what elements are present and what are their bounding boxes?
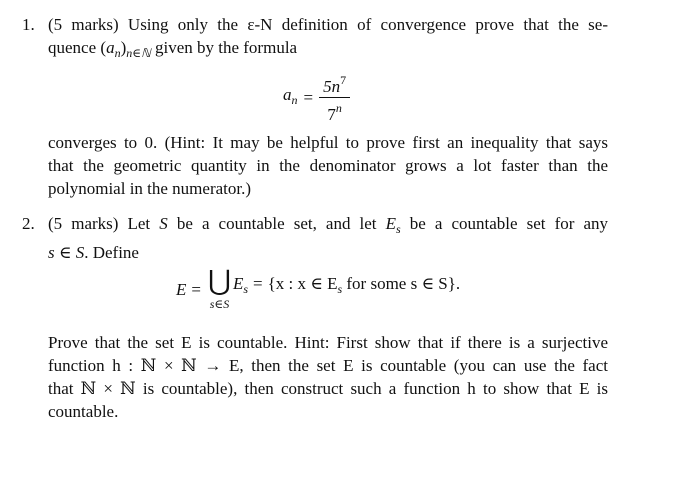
problem-1-statement xyxy=(48,13,608,65)
problem-1-line-3: converges to 0. (Hint: It may be helpful to prove first an inequality that says xyxy=(48,133,608,152)
formula-lhs: $a_n$ xyxy=(283,85,298,107)
problem-2-line-4: function h : ℕ × ℕ → E, then the set E is countable (you can use the fact xyxy=(48,356,608,375)
problem-2-line-6: countable. xyxy=(48,402,119,421)
problem-1-line-2: quence $(a_n)_{n\in ℕ}$ given by the formula xyxy=(48,38,298,60)
set-builder: {x : x ∈ $E_s$ for some s ∈ S}. xyxy=(267,274,461,296)
problem-1-line-5: polynomial in the numerator.) xyxy=(48,179,252,198)
problem-1-continuation xyxy=(48,131,608,200)
problem-1-line-4: that the geometric quantity in the denominator grows a lot faster than the xyxy=(48,156,608,175)
problem-1-formula xyxy=(283,70,350,125)
formula-equals: = xyxy=(303,88,314,107)
problem-1-number: 1. xyxy=(22,15,35,34)
problem-2-line-1: (5 marks) Let S be a countable set, and let $E_s$ be a countable set for any xyxy=(48,214,609,236)
big-union-symbol: ⋃ s∈S xyxy=(207,266,231,311)
problem-2-line-3: Prove that the set E is countable. Hint: First show that if there is a surjective xyxy=(48,333,608,352)
problem-2-statement xyxy=(48,212,608,264)
problem-1-line-1: (5 marks) Using only the ε-N definition of convergence prove that the se- xyxy=(48,15,608,34)
fraction-numerator: $5n^7$ xyxy=(323,73,347,96)
fraction-denominator: 7$^n$ xyxy=(327,101,342,124)
problem-2-continuation xyxy=(48,331,608,423)
problem-2-line-5: that ℕ × ℕ is countable), then construct such a function h to show that E is xyxy=(48,379,608,398)
formula-fraction xyxy=(319,70,350,125)
problem-2-line-2: s ∈ S. Define xyxy=(48,243,139,262)
problem-2-number: 2. xyxy=(22,214,35,233)
problem-2-formula: E = ⋃ s∈S $E_s$ = {x : x ∈ $E_s$ for some s ∈ S}. xyxy=(176,266,461,311)
